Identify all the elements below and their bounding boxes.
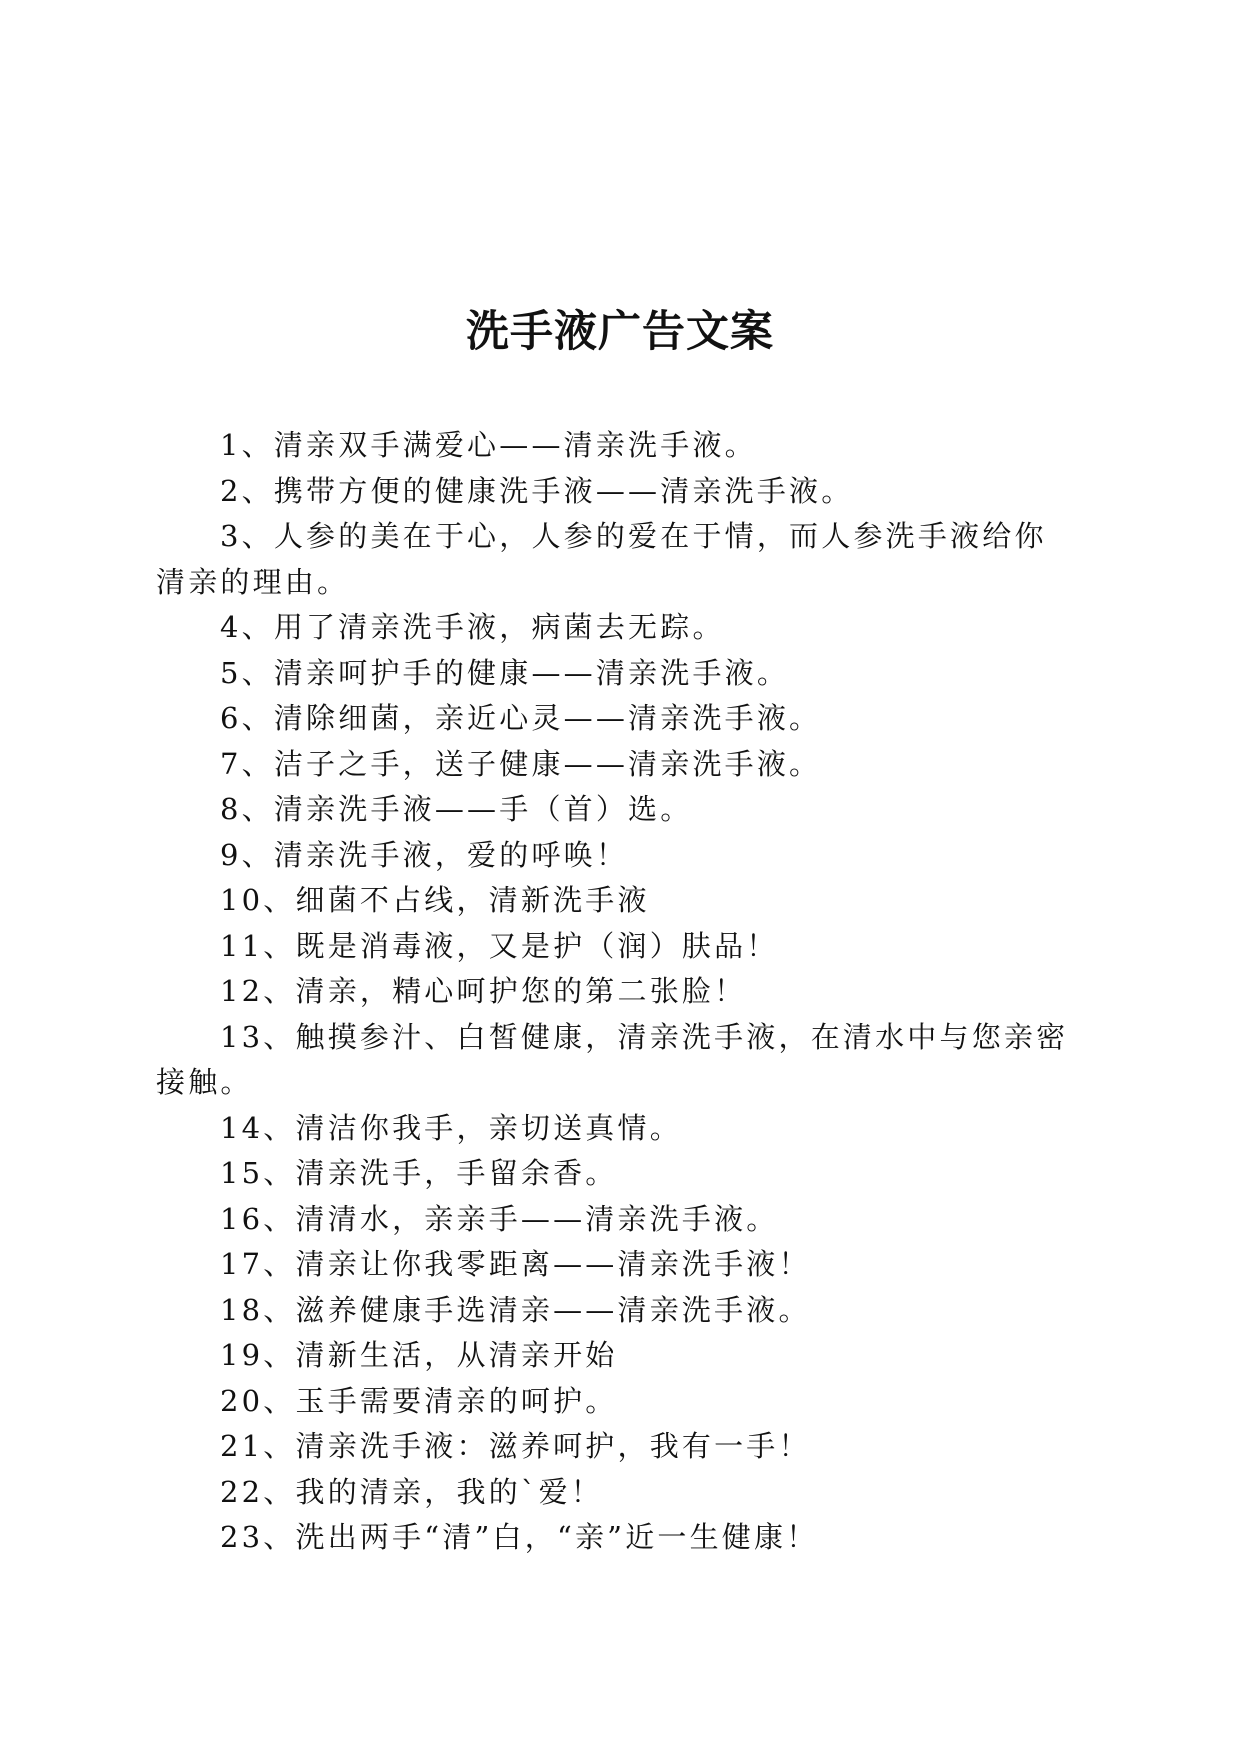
list-item: 14、清洁你我手，亲切送真情。 xyxy=(220,1110,682,1145)
list-item: 8、清亲洗手液——手（首）选。 xyxy=(220,792,693,826)
list-item: 4、用了清亲洗手液，病菌去无踪。 xyxy=(220,610,725,644)
list-item: 22、我的清亲，我的`爱！ xyxy=(220,1474,604,1509)
list-item: 13、触摸参汁、白皙健康，清亲洗手液，在清水中与您亲密接触。 xyxy=(156,1019,1069,1099)
slogan-list xyxy=(156,423,1076,1561)
list-item: 3、人参的美在于心，人参的爱在于情，而人参洗手液给你清亲的理由。 xyxy=(156,519,1047,599)
list-item: 12、清亲，精心呵护您的第二张脸！ xyxy=(220,974,747,1008)
list-item: 10、细菌不占线，清新洗手液 xyxy=(220,883,650,917)
list-item: 20、玉手需要清亲的呵护。 xyxy=(220,1383,618,1418)
list-item: 5、清亲呵护手的健康——清亲洗手液。 xyxy=(220,655,790,690)
list-item: 19、清新生活，从清亲开始 xyxy=(220,1338,618,1372)
page-title: 洗手液广告文案 xyxy=(466,307,774,357)
list-item: 16、清清水，亲亲手——清亲洗手液。 xyxy=(220,1201,779,1236)
list-item: 7、洁子之手，送子健康——清亲洗手液。 xyxy=(220,746,822,781)
list-item: 2、携带方便的健康洗手液——清亲洗手液。 xyxy=(220,473,854,508)
list-item: 21、清亲洗手液：滋养呵护，我有一手！ xyxy=(220,1429,811,1463)
list-item: 23、洗出两手“清”白，“亲”近一生健康！ xyxy=(220,1520,819,1554)
list-item: 18、滋养健康手选清亲——清亲洗手液。 xyxy=(220,1292,811,1327)
list-item: 15、清亲洗手，手留余香。 xyxy=(220,1156,618,1190)
list-item: 9、清亲洗手液，爱的呼唤！ xyxy=(220,837,629,872)
list-item: 6、清除细菌，亲近心灵——清亲洗手液。 xyxy=(220,701,822,735)
list-item: 17、清亲让你我零距离——清亲洗手液！ xyxy=(220,1247,811,1281)
list-item: 11、既是消毒液，又是护（润）肤品！ xyxy=(220,928,779,963)
list-item: 1、清亲双手满爱心——清亲洗手液。 xyxy=(220,428,757,462)
